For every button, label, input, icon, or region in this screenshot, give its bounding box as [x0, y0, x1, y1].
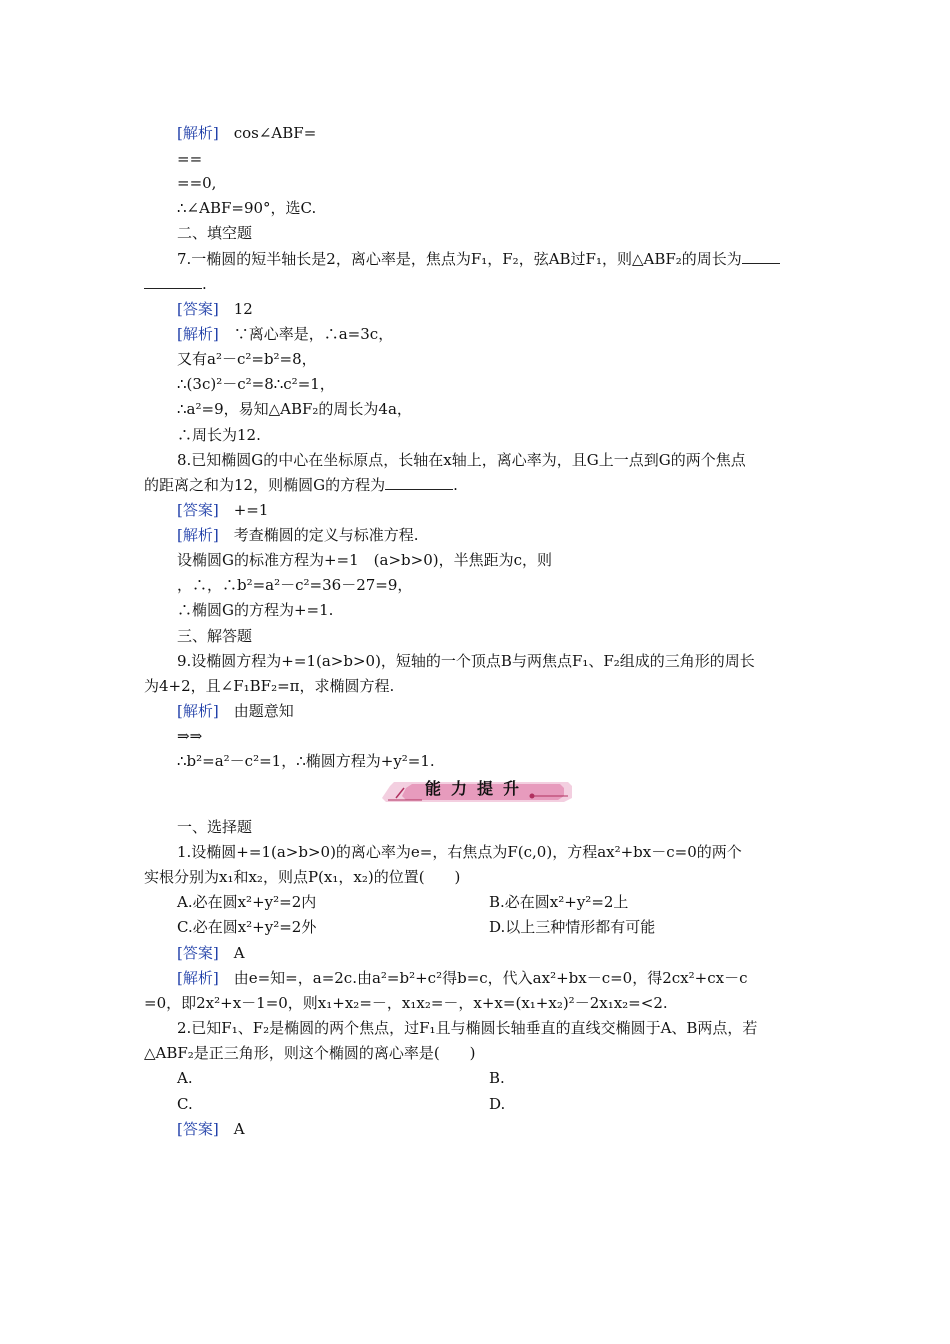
text-line: 又有a²－c²=b²=8， [177, 350, 317, 368]
analysis-tag: [解析] [177, 526, 219, 544]
text: 12 [233, 300, 253, 318]
text: . [453, 476, 458, 494]
text-line: ==0, [177, 174, 217, 192]
answer-blank [144, 275, 202, 289]
option-c: C.必在圆x²+y²=2外 [177, 918, 317, 936]
question-8-cont [144, 476, 458, 494]
text-line: ∴椭圆G的方程为+=1. [177, 601, 334, 619]
analysis-tag: [解析] [177, 702, 219, 720]
text-line: ∴a²=9，易知△ABF₂的周长为4a， [177, 400, 412, 418]
text-line: ⇒⇒ [177, 727, 203, 745]
text-line: =0，即2x²+x－1=0，则x₁+x₂=－，x₁x₂=－，x+x=(x₁+x₂)²－2x₁x₂=<2. [144, 994, 668, 1012]
question-7 [177, 250, 780, 268]
question-1: 1.设椭圆+=1(a>b>0)的离心率为e=，右焦点为F(c,0)，方程ax²+bx－c=0的两个 [177, 843, 742, 861]
question-9-cont: 为4+2，且∠F₁BF₂=π，求椭圆方程. [144, 677, 395, 695]
answer-tag: [答案] [177, 300, 219, 318]
section-heading: 二、填空题 [177, 224, 253, 242]
text: 考查椭圆的定义与标准方程. [233, 526, 419, 544]
analysis-line [177, 325, 393, 343]
option-a: A.必在圆x²+y²=2内 [177, 893, 317, 911]
text-line: ∴(3c)²－c²=8∴c²=1， [177, 375, 335, 393]
option-c: C. [177, 1095, 193, 1113]
option-b: B.必在圆x²+y²=2上 [489, 893, 629, 911]
answer-blank [742, 250, 780, 264]
answer-tag: [答案] [177, 1120, 219, 1138]
question-2: 2.已知F₁、F₂是椭圆的两个焦点，过F₁且与椭圆长轴垂直的直线交椭圆于A、B两点，若 [177, 1019, 758, 1037]
text: A [233, 944, 245, 962]
answer-line [177, 944, 245, 962]
text: A [233, 1120, 245, 1138]
text: . [202, 275, 207, 293]
text: 7.一椭圆的短半轴长是2，离心率是，焦点为F₁，F₂，弦AB过F₁，则△ABF₂的周长为 [177, 250, 742, 268]
text: ∵离心率是，∴a=3c， [233, 325, 394, 343]
answer-tag: [答案] [177, 501, 219, 519]
option-a: A. [177, 1069, 193, 1087]
text-line: ∴∠ABF=90°，选C. [177, 199, 317, 217]
text-line: ，∴，∴b²=a²－c²=36－27=9， [177, 576, 413, 594]
banner-title: 能力提升 [424, 779, 529, 798]
question-9: 9.设椭圆方程为+=1(a>b>0)，短轴的一个顶点B与两焦点F₁、F₂组成的三角形的周长 [177, 652, 755, 670]
analysis-line [177, 702, 294, 720]
text: +=1 [233, 501, 269, 519]
option-d: D.以上三种情形都有可能 [489, 918, 656, 936]
analysis-line [177, 526, 419, 544]
text-line: == [177, 150, 203, 168]
text: 由e=知=，a=2c.由a²=b²+c²得b=c，代入ax²+bx－c=0，得2cx²+cx－c [233, 969, 748, 987]
text-line: ∴b²=a²－c²=1，∴椭圆方程为+y²=1. [177, 752, 435, 770]
analysis-tag: [解析] [177, 124, 219, 142]
answer-line [177, 1120, 245, 1138]
answer-tag: [答案] [177, 944, 219, 962]
option-b: B. [489, 1069, 505, 1087]
text: 由题意知 [233, 702, 294, 720]
text: 的距离之和为12，则椭圆G的方程为 [144, 476, 386, 494]
question-8: 8.已知椭圆G的中心在坐标原点，长轴在x轴上，离心率为，且G上一点到G的两个焦点 [177, 451, 746, 469]
analysis-tag: [解析] [177, 969, 219, 987]
question-1-cont: 实根分别为x₁和x₂，则点P(x₁，x₂)的位置( ) [144, 868, 461, 886]
option-d: D. [489, 1095, 506, 1113]
text-line: 设椭圆G的标准方程为+=1 (a>b>0)，半焦距为c，则 [177, 551, 552, 569]
analysis-tag: [解析] [177, 325, 219, 343]
answer-line [177, 501, 268, 519]
analysis-line [177, 969, 747, 987]
question-7-cont [144, 275, 207, 293]
question-2-cont: △ABF₂是正三角形，则这个椭圆的离心率是( ) [144, 1044, 476, 1062]
answer-line [177, 300, 253, 318]
section-heading: 一、选择题 [177, 818, 253, 836]
section-heading: 三、解答题 [177, 627, 253, 645]
ability-banner [382, 778, 572, 806]
text-line: ∴周长为12. [177, 426, 261, 444]
text: cos∠ABF= [233, 124, 317, 142]
analysis-line [177, 124, 316, 142]
answer-blank [385, 476, 453, 490]
